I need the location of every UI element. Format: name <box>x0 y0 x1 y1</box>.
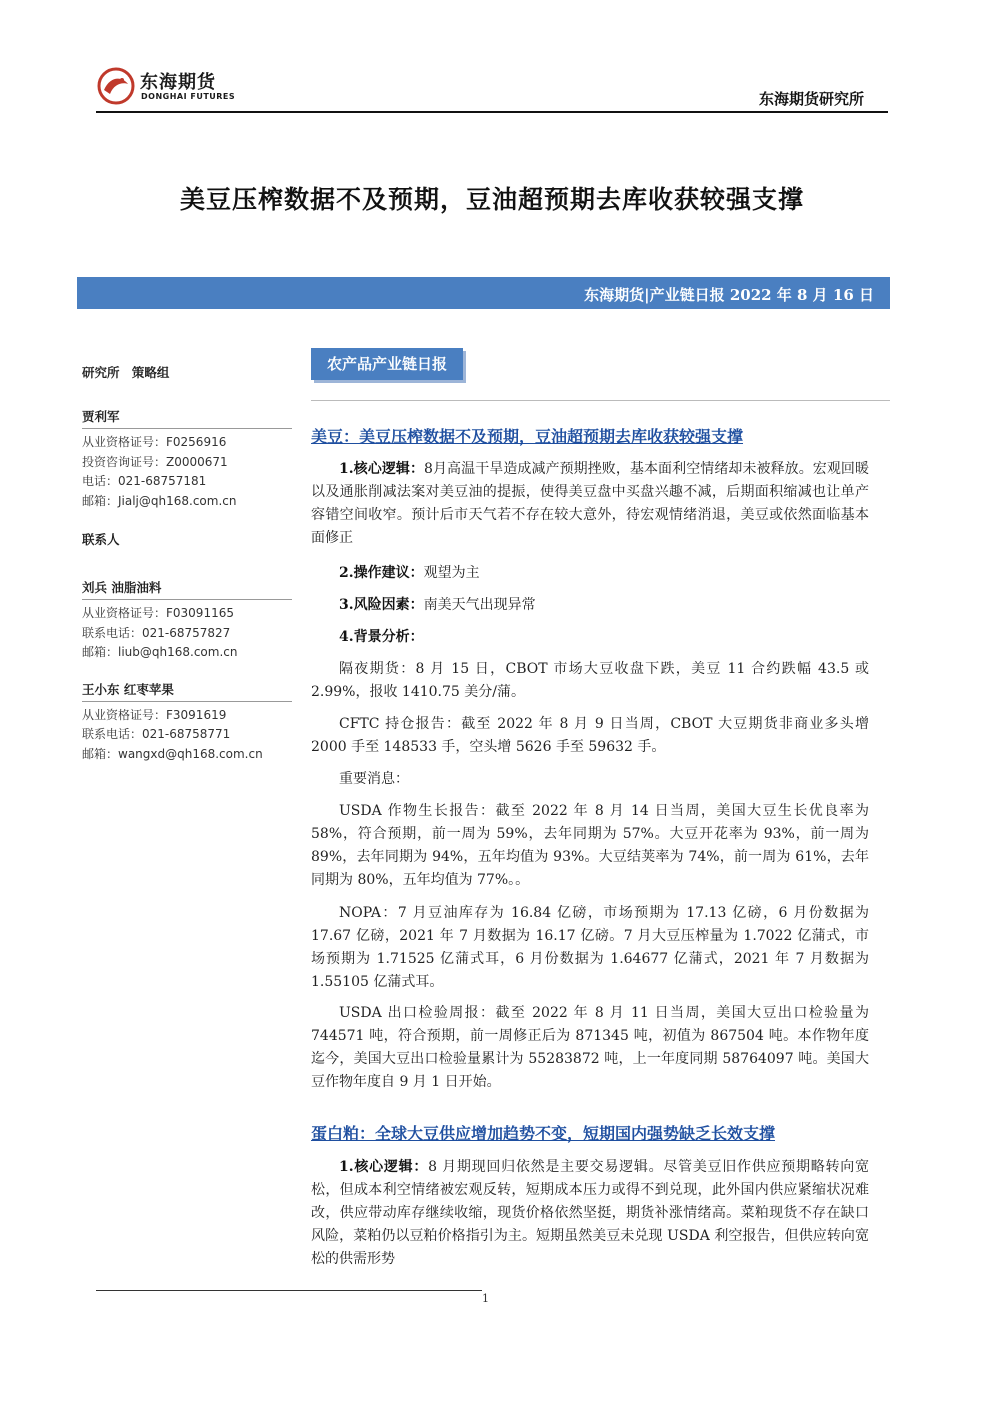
meal-core-logic <box>311 1156 869 1271</box>
report-banner <box>77 277 890 309</box>
institute-name: 东海期货研究所 <box>758 90 864 108</box>
sidebar <box>82 362 292 764</box>
cftc-paragraph: CFTC 持仓报告：截至 2022 年 8 月 9 日当周，CBOT 大豆期货非商业多头增 2000 手至 148533 手，空头增 5626 手至 59632 手。 <box>311 716 869 755</box>
nopa-paragraph: NOPA：7 月豆油库存为 16.84 亿磅，市场预期为 17.13 亿磅，6 月份数据为 17.67 亿磅，2021 年 7 月数据为 16.17 亿磅。7 月大豆压榨量为 1.7022 亿蒲式，市场预期为 1.71525 亿蒲式耳，6 月份数据为 1.64677 亿蒲式，2021 年 7 月数据为 1.55105 亿蒲式耳。 <box>311 905 869 990</box>
meal-heading: 蛋白粕：全球大豆供应增加趋势不变，短期国内强势缺乏长效支撑 <box>311 1124 776 1143</box>
company-logo <box>96 64 246 110</box>
contacts-heading: 联系人 <box>82 532 120 547</box>
analyst-qualification: 从业资格证号：F0256916 <box>82 435 227 449</box>
analyst-phone: 电话：021-68757181 <box>82 474 207 488</box>
analyst-email[interactable]: 邮箱：Jialj@qh168.com.cn <box>82 493 237 508</box>
contact-phone: 联系电话：021-68757827 <box>82 625 231 640</box>
logo-text-cn: 东海期货 <box>140 72 216 93</box>
soybean-advice <box>311 562 869 585</box>
analyst-name: 贾利军 <box>82 406 292 429</box>
risk-label: 3.风险因素： <box>339 597 424 613</box>
risk-text: 南美天气出现异常 <box>423 597 536 613</box>
core-logic-text: 8 月期现回归依然是主要交易逻辑。尽管美豆旧作供应预期略转向宽松，但成本利空情绪被宏观反转，短期成本压力或得不到兑现，此外国内供应紧缩状况难改，供应带动库存继续收缩，现货价格依然坚挺，期货补涨情绪高。菜粕现货不存在缺口风险，菜粕仍以豆粕价格指引为主。短期虽然美豆未兑现 USDA 利空报告，但供应转向宽松的供需形势 <box>311 1159 869 1267</box>
footer-divider <box>96 1290 482 1291</box>
section-divider <box>311 400 890 401</box>
contact-qualification: 从业资格证号：F03091165 <box>82 606 234 620</box>
section-tag: 农产品产业链日报 <box>311 348 463 380</box>
background-label: 4.背景分析： <box>339 629 424 645</box>
contact-name: 王小东 红枣苹果 <box>82 679 292 702</box>
soybean-risk <box>311 594 869 617</box>
report-title: 美豆压榨数据不及预期，豆油超预期去库收获较强支撑 <box>179 185 804 214</box>
soybean-heading: 美豆：美豆压榨数据不及预期，豆油超预期去库收获较强支撑 <box>311 427 744 446</box>
banner-text: 东海期货|产业链日报 2022 年 8 月 16 日 <box>584 286 874 304</box>
contact-email[interactable]: 邮箱：wangxd@qh168.com.cn <box>82 746 263 761</box>
header-divider <box>96 111 888 113</box>
dragon-logo-icon <box>96 66 136 106</box>
core-logic-label: 1.核心逻辑： <box>339 1159 429 1175</box>
usda-crop-paragraph: USDA 作物生长报告：截至 2022 年 8 月 14 日当周，美国大豆生长优良率为 58%，符合预期，前一周为 59%，去年同期为 57%。大豆开花率为 93%，前一周为 89%，去年同期为 94%，五年均值为 93%。大豆结荚率为 74%，前一周为 61%，去年同期为 80%，五年均值为 77%。。 <box>311 803 869 888</box>
contact-qualification: 从业资格证号：F3091619 <box>82 707 227 722</box>
contact-name: 刘兵 油脂油料 <box>82 577 292 600</box>
soybean-background <box>311 626 869 649</box>
news-heading: 重要消息： <box>339 771 409 787</box>
core-logic-text: 8月高温干旱造成减产预期挫败，基本面利空情绪却未被释放。宏观回暖以及通胀削减法案对美豆油的提振，使得美豆盘中买盘兴趣不减，后期面积缩减也让单产容错空间收窄。预计后市天气若不存在较大意外，待宏观情绪消退，美豆或依然面临基本面修正 <box>311 461 869 546</box>
team-label: 研究所 策略组 <box>82 365 170 380</box>
logo-text-en: DONGHAI FUTURES <box>141 92 236 101</box>
contact-email[interactable]: 邮箱：liub@qh168.com.cn <box>82 645 238 659</box>
advice-text: 观望为主 <box>423 565 480 581</box>
core-logic-label: 1.核心逻辑： <box>339 461 425 477</box>
advice-label: 2.操作建议： <box>339 565 424 581</box>
export-inspection-paragraph: USDA 出口检验周报：截至 2022 年 8 月 11 日当周，美国大豆出口检验量为 744571 吨，符合预期，前一周修正后为 871345 吨，初值为 867504 吨。本作物年度迄今，美国大豆出口检验量累计为 55283872 吨，上一年度同期 58764097 吨。美国大豆作物年度自 9 月 1 日开始。 <box>311 1005 869 1090</box>
page-number: 1 <box>482 1292 489 1305</box>
soybean-core-logic <box>311 458 869 550</box>
analyst-consult-license: 投资咨询证号：Z0000671 <box>82 454 228 469</box>
contact-phone: 联系电话：021-68758771 <box>82 727 231 741</box>
overnight-futures-paragraph: 隔夜期货：8 月 15 日，CBOT 市场大豆收盘下跌，美豆 11 合约跌幅 43.5 或 2.99%，报收 1410.75 美分/蒲。 <box>311 661 869 700</box>
